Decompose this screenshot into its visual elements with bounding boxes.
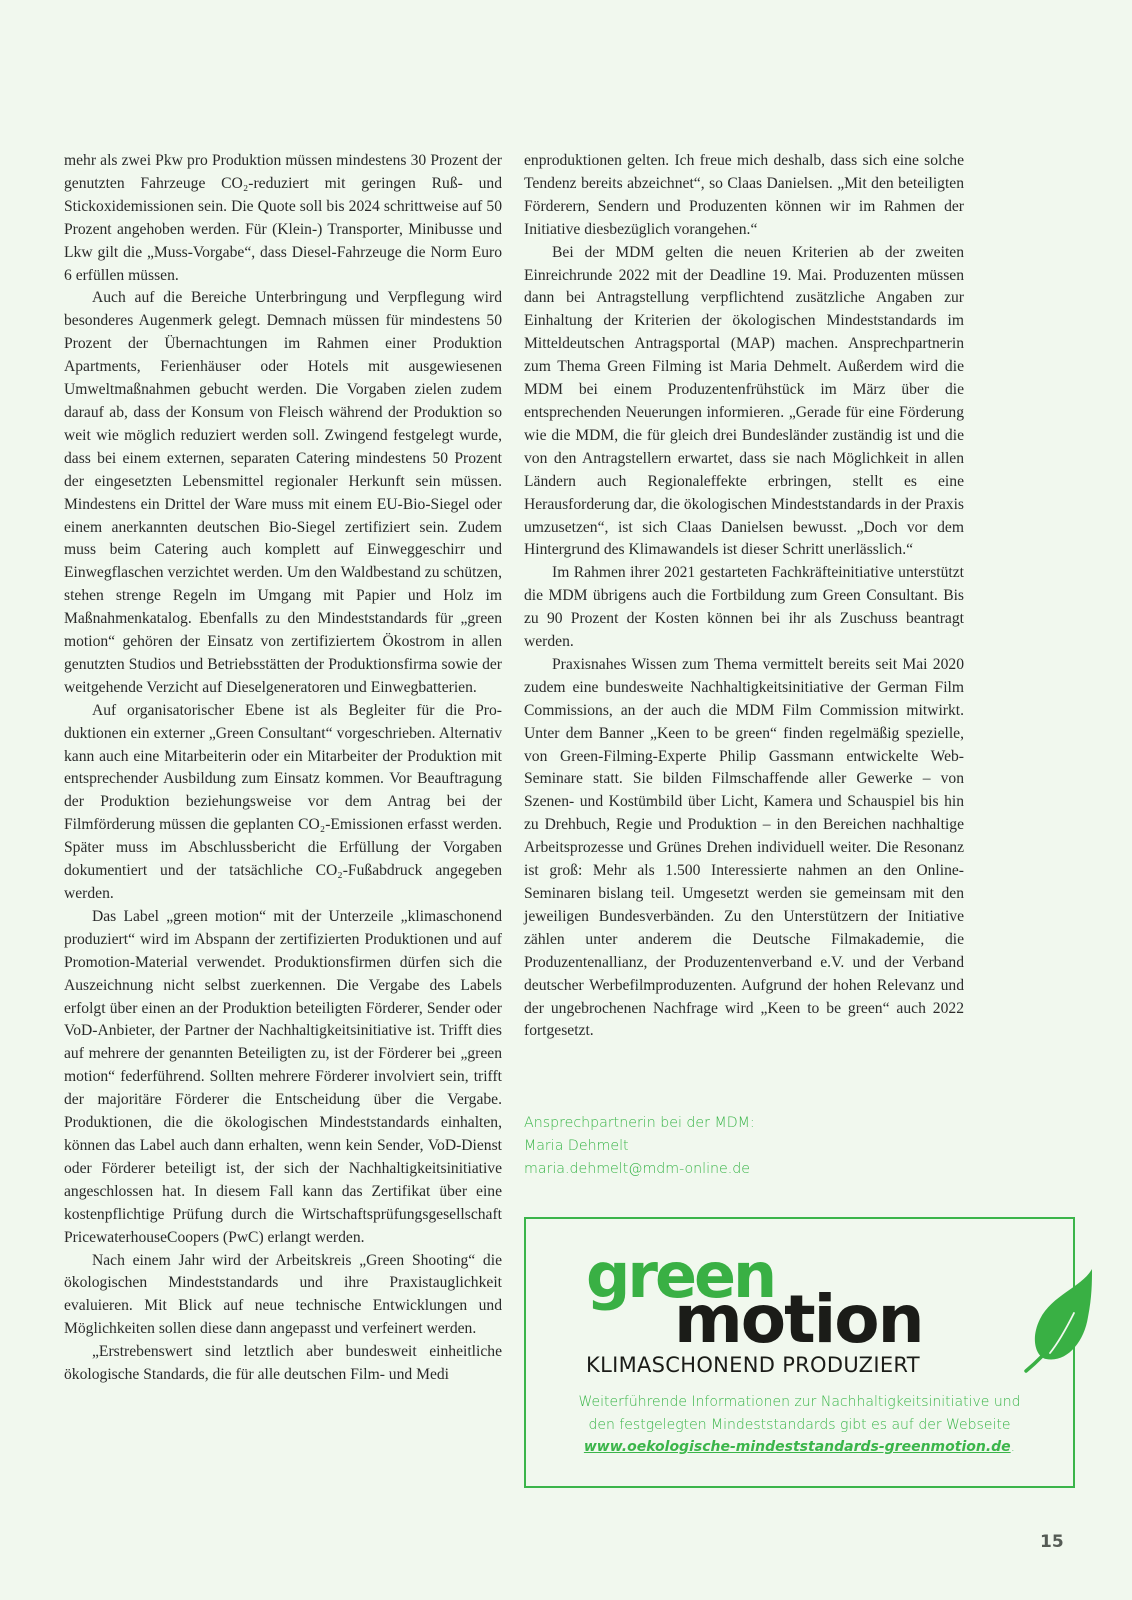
- leaf-icon: [1022, 1267, 1094, 1375]
- promo-description: [526, 1391, 1073, 1459]
- article-column-left: [64, 150, 502, 1387]
- paragraph: Im Rahmen ihrer 2021 gestarteten Fachkräfteinitiative unterstützt die MDM übrigens auch die Fortbildung zum Green Consultant. Bis zu 90 Prozent der Kosten können bei ihr als Zuschuss beantragt werden.: [524, 564, 964, 651]
- website-link[interactable]: www.oekologische-mindeststandards-greenmotion.de: [583, 1439, 1011, 1455]
- link-suffix: .: [1010, 1439, 1016, 1455]
- promo-text-line: Weiterführende Informationen zur Nachhaltigkeitsinitiative und: [578, 1394, 1021, 1410]
- paragraph: Das Label „green motion“ mit der Unterzeile „klimaschonend produziert“ wird im Abspann der zertifizierten Produktionen und auf Promotion-Material verwendet. Produktionsfirmen dürfen sich die Auszeichnung nicht selbst zuerkennen. Die Vergabe des Labels erfolgt über einen an der Produktion beteiligten Förderer, Sender oder VoD-Anbieter, der Partner der Nachhaltigkeitsinitiative ist. Trifft dies auf mehrere der genannten Beteiligten zu, ist der Förderer bei „green motion“ federführend. Sollten mehrere Förderer involviert sein, trifft der majoritäre Förderer die Entscheidung über die Vergabe. Produktionen, die die ökologischen Mindeststandards einhalten, können das Label auch dann erhalten, wenn kein Sender, VoD-Dienst oder Förderer beteiligt ist, der sich der Nachhaltigkeitsinitiative angeschlossen hat. In diesem Fall kann das Zertifikat über eine kostenpflichtige Prüfung durch die Wirtschaftsprüfungsgesellschaft PricewaterhouseCoopers (PwC) erlangt werden.: [64, 907, 502, 1246]
- paragraph: Auf organisatorischer Ebene ist als Begleiter für die Produktionen ein externer „Green Consultant“ vorgeschrieben. Alternativ kann auch eine Mitarbeiterin oder ein Mitarbeiter der Produktion mit entsprechender Ausbildung zum Einsatz kommen. Vor Beauftragung der Produktion beziehungsweise vor dem Antrag bei der Filmförderung müssen die geplanten CO₂-Emissionen erfasst werden. Später muss im Abschlussbericht die Erfüllung der Vorgaben dokumentiert und der tatsächliche CO₂-Fußabdruck angegeben werden.: [64, 701, 502, 902]
- promo-text-line: den festgelegten Mindeststandards gibt es auf der Webseite: [588, 1416, 1011, 1433]
- paragraph: Bei der MDM gelten die neuen Kriterien ab der zweiten Einreichrunde 2022 mit der Deadline 19. Mai. Produzenten müssen dann bei Antragstellung verpflichtend zusätzliche Angaben zur Einhaltung der Kriterien der ökologischen Mindeststandards im Mitteldeutschen Antragsportal (MAP) machen. Ansprechpartnerin zum Thema Green Filming ist Maria Dehmelt. Außerdem wird die MDM bei einem Produzentenfrühstück im März über die entsprechenden Neuerungen informieren. „Gerade für eine Förderung wie die MDM, die für gleich drei Bundesländer zuständig ist und die von den Antragstellern erwartet, dass sie nach Möglichkeit in allen Ländern auch Regionaleffekte erbringen, stellt es eine Herausforderung dar, die ökologischen Mindeststandards in der Praxis umzusetzen“, ist sich Claas Danielsen bewusst. „Doch vor dem Hintergrund des Klimawandels ist dieser Schritt unerlässlich.“: [524, 243, 964, 559]
- green-motion-logo: [586, 1239, 986, 1358]
- paragraph: Praxisnahes Wissen zum Thema vermittelt bereits seit Mai 2020 zudem eine bundesweite Nachhaltigkeitsinitiative der German Film Commissions, an der auch die MDM Film Commission mitwirkt. Unter dem Banner „Keen to be green“ finden regelmäßig spezielle, von Green-Filming-Experte Philip Gassmann entwickelte Web-Seminare statt. Sie bilden Filmschaffende aller Gewerke – von Szenen- und Kostümbild über Licht, Kamera und Schauspiel bis hin zu Drehbuch, Regie und Produktion – in den Bereichen nachhaltige Arbeitsprozesse und Grünes Drehen individuell weiter. Die Resonanz ist groß: Mehr als 1.500 Interessierte nahmen an den Online-Seminaren bislang teil. Umgesetzt werden sie gemeinsam mit den jeweiligen Bundesverbänden. Zu den Unterstützern der Initiative zählen unter anderem die Deutsche Filmakademie, die Produzentenallianz, der Produzentenverband e.V. und der Verband deutscher Werbefilmproduzenten. Aufgrund der hohen Relevanz und der ungebrochenen Nachfrage wird „Keen to be green“ auch 2022 fortgesetzt.: [524, 655, 964, 1040]
- article-column-right: [524, 150, 964, 1043]
- paragraph: enproduktionen gelten. Ich freue mich deshalb, dass sich eine solche Tendenz bereits abzeichnet“, so Claas Danielsen. „Mit den beteiligten Förderern, Sendern und Produzenten können wir im Rahmen der Initiative diesbezüglich vorangehen.“: [524, 152, 964, 238]
- paragraph: „Erstrebenswert sind letztlich aber bundesweit einheitliche ökologische Standards, die für alle deutschen Film- und Medi: [64, 1343, 502, 1384]
- contact-block: [524, 1112, 755, 1181]
- contact-heading: Ansprechpartnerin bei der MDM:: [524, 1115, 755, 1131]
- paragraph: Auch auf die Bereiche Unterbringung und Verpflegung wird besonderes Augenmerk gelegt. Demnach müssen für mindestens 50 Prozent der Übernachtungen im Rahmen einer Produktion Apartments, Ferienhäuser oder Hotels mit ausgewiesenen Umweltmaßnahmen gebucht werden. Die Vorgaben zielen zudem darauf ab, dass der Konsum von Fleisch während der Produktion so weit wie möglich reduziert werden soll. Zwingend festgelegt wurde, dass bei einem externen, separaten Catering mindestens 50 Prozent der eingesetzten Lebensmittel regionaler Herkunft sein müssen. Mindestens ein Drittel der Ware muss mit einem EU-Bio-Siegel oder einem anerkannten deutschen Bio-Siegel zertifiziert sein. Zudem muss beim Catering auch komplett auf Einweggeschirr und Einwegflaschen verzichtet werden. Um den Waldbestand zu schützen, stehen strenge Regeln im Umgang mit Papier und Holz im Maßnahmenkatalog. Ebenfalls zu den Mindeststandards für „green motion“ gehören der Einsatz von zertifiziertem Ökostrom in allen genutzten Studios und Betriebsstätten der Produktionsfirma sowie der weitgehende Verzicht auf Dieselgeneratoren und Einwegbatterien.: [64, 289, 502, 696]
- logo-word-motion: motion: [674, 1281, 923, 1358]
- logo-tagline: KLIMASCHONEND PRODUZIERT: [586, 1353, 920, 1377]
- contact-name: Maria Dehmelt: [524, 1137, 629, 1154]
- contact-email-link[interactable]: maria.dehmelt@mdm-online.de: [524, 1160, 751, 1177]
- logo-word-green: green: [586, 1239, 775, 1312]
- page-number: 15: [1040, 1532, 1064, 1552]
- green-motion-info-box: [524, 1217, 1075, 1488]
- paragraph: mehr als zwei Pkw pro Produktion müssen mindestens 30 Prozent der genutzten Fahrzeuge CO₂-reduziert mit geringen Ruß- und Stickoxidemissionen sein. Die Quote soll bis 2024 schrittweise auf 50 Prozent angehoben werden. Für (Klein-) Transporter, Minibusse und Lkw gilt die „Muss-Vorgabe“, dass Diesel-Fahrzeuge die Norm Euro 6 erfüllen müssen.: [64, 152, 502, 284]
- promo-link-line: [526, 1436, 1073, 1459]
- paragraph: Nach einem Jahr wird der Arbeitskreis „Green Shooting“ die ökologischen Mindeststandards und ihre Praxistauglichkeit evaluieren. Mit Blick auf neue technische Entwicklungen und Möglichkeiten sollen diese dann angepasst und verfeinert werden.: [64, 1251, 502, 1338]
